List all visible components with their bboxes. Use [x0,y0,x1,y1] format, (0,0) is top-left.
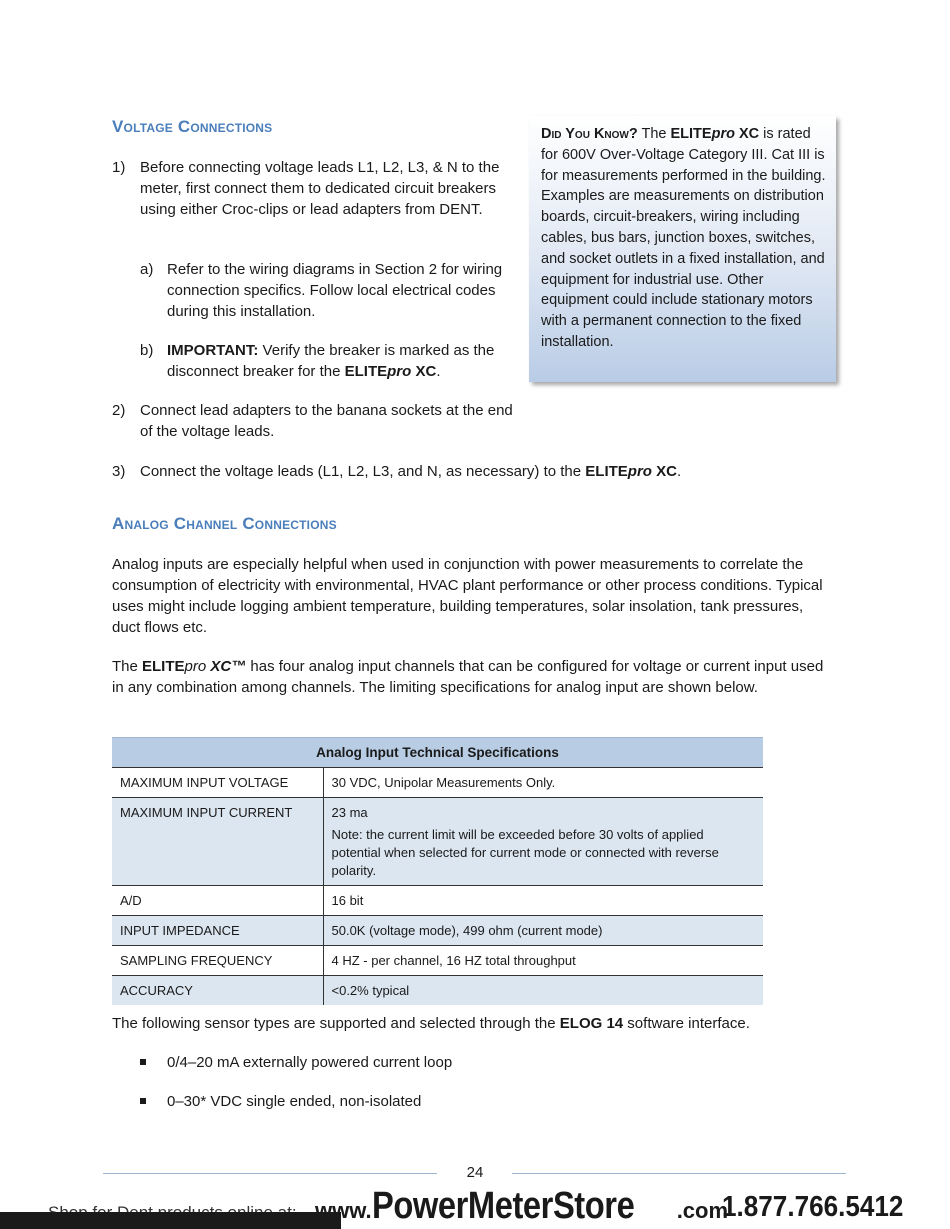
table-title: Analog Input Technical Specifications [112,738,763,768]
bullet-square-icon [140,1098,146,1104]
table-row [112,976,763,1006]
spec-key: MAXIMUM INPUT VOLTAGE [112,768,323,798]
spec-value: 4 HZ - per channel, 16 HZ total throughput [323,946,763,976]
page-number: 24 [466,1164,484,1181]
software-name: ELOG 14 [559,1015,624,1032]
spec-value: 16 bit [323,886,763,916]
step-text: Connect lead adapters to the banana sockets at the end of the voltage leads. [140,402,513,440]
product-name: ELITEpro XC [670,126,760,142]
voltage-step-1a [140,259,522,322]
spec-key: INPUT IMPEDANCE [112,916,323,946]
important-label: IMPORTANT: [167,342,259,359]
table-row [112,946,763,976]
step-number: 1) [112,159,126,176]
voltage-step-1b [140,340,522,382]
voltage-step-3 [112,461,832,482]
table-row [112,916,763,946]
step-text: IMPORTANT: Verify the breaker is marked as the disconnect breaker for the ELITEpro XC. [167,342,495,380]
step-text: Connect the voltage leads (L1, L2, L3, and N, as necessary) to the ELITEpro XC. [140,463,682,480]
footer-rule-left [103,1173,437,1174]
spec-key: A/D [112,886,323,916]
analog-intro-paragraph: Analog inputs are especially helpful when used in conjunction with power measurements to correlate the consumption of electricity with environmental, HVAC plant performance or other process conditions. Typical uses might include logging ambient temperature, building temperatures, solar insolation, tank pressures, duct flows etc. [112,556,823,636]
step-text: Refer to the wiring diagrams in Section 2 for wiring connection specifics. Follow local electrical codes during this installation. [167,261,503,320]
product-name: ELITEpro XC [344,363,437,380]
step-number: b) [140,342,154,359]
analog-spec-table [112,737,763,1005]
table-row [112,798,763,886]
section-heading-analog: Analog Channel Connections [112,514,337,533]
bullet-square-icon [140,1059,146,1065]
spec-value: 50.0K (voltage mode), 499 ohm (current mode) [323,916,763,946]
product-name: ELITEpro XC [585,463,677,480]
voltage-step-2 [112,400,522,442]
sensor-types-intro: The following sensor types are supported and selected through the ELOG 14 software interface. [112,1015,750,1032]
spec-value: 23 ma [331,805,368,820]
store-footer-banner [0,1183,950,1229]
step-text: Before connecting voltage leads L1, L2, L3, & N to the meter, first connect them to dedicated circuit breakers using either Croc-clips or lead adapters from DENT. [140,159,500,218]
table-row [112,886,763,916]
store-phone-number: 1.877.766.5412 [722,1191,904,1223]
step-number: 2) [112,402,126,419]
analog-channels-paragraph: The ELITEpro XC™ has four analog input channels that can be configured for voltage or current input used in any combination among channels. The limiting specifications for analog input are shown below. [112,658,824,696]
product-name: ELITEpro XC™ [142,658,247,675]
callout-label: Did You Know? [541,126,638,142]
footer-dark-band [0,1212,341,1229]
spec-note: Note: the current limit will be exceeded before 30 volts of applied potential when selected for current mode or connected with reverse polarity. [331,827,719,878]
spec-value-cell [323,798,763,886]
voltage-step-1 [112,157,522,241]
section-heading-voltage: Voltage Connections [112,117,273,136]
spec-key: ACCURACY [112,976,323,1006]
spec-value: 30 VDC, Unipolar Measurements Only. [323,768,763,798]
did-you-know-callout: Did You Know? The ELITEpro XC is rated for 600V Over-Voltage Category III. Cat III is for measurements performed in the building. Examples are measurements on distribution boards, circuit-breakers, wiring including cables, bus bars, junction boxes, switches, and socket outlets in a fixed installation, and equipment for industrial use. Other equipment could include stationary motors with a permanent connection to the fixed installation. [529,116,836,382]
callout-text: is rated for 600V Over-Voltage Category III. Cat III is for measurements performed in the building. Examples are measurements on distribution boards, circuit-breakers, wiring including cables, bus bars, junction boxes, switches, and socket outlets in a fixed installation, and equipment for industrial use. Other equipment could include stationary motors with a permanent connection to the fixed installation. [541,126,826,350]
spec-key: SAMPLING FREQUENCY [112,946,323,976]
table-row [112,768,763,798]
spec-value: <0.2% typical [323,976,763,1006]
store-website-link[interactable]: www.PowerMeterStore .com [315,1185,729,1227]
step-number: a) [140,261,154,278]
step-number: 3) [112,463,126,480]
spec-key: MAXIMUM INPUT CURRENT [112,798,323,886]
footer-rule-right [512,1173,846,1174]
